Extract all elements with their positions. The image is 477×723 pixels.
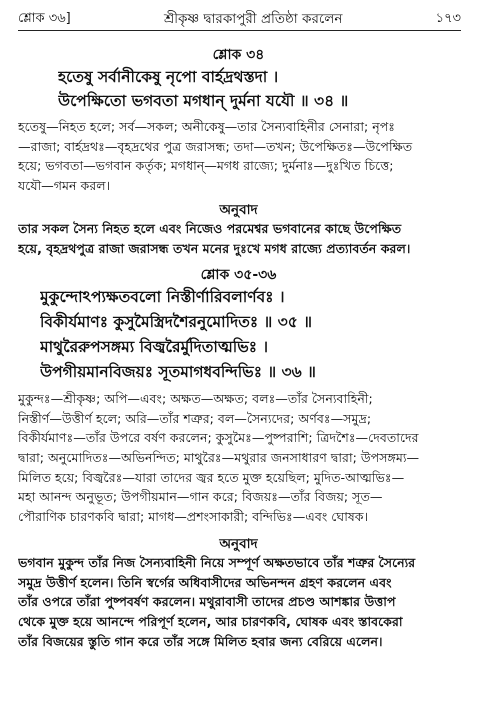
page-number: ১৭৩	[435, 10, 461, 26]
verse-34-sanskrit-line-2: উপেক্ষিতো ভগবতা মগধান্ দুর্মনা যযৌ ॥ ৩৪ ॥	[58, 92, 349, 110]
verse-35-36-translation-heading: অনুবাদ	[219, 536, 258, 552]
synonyms-line: দ্বারা; অনুমোদিতঃ—অভিনন্দিত; মাথুরৈঃ—মথুরার জনসাধারণ দ্বারা; উপসঙ্গম্য—	[18, 450, 420, 466]
translation-line: হয়ে, বৃহদ্রথপুত্র রাজা জরাসন্ধ তখন মনের দুঃখে মগধ রাজ্যে প্রত্যাবর্তন করল।	[18, 240, 411, 256]
verse-34-label: শ্লোক ৩৪	[212, 47, 265, 63]
translation-line: থেকে মুক্ত হয়ে আনন্দে পরিপূর্ণ হলেন, আর চারণকবি, ঘোষক এবং স্তাবকেরা	[18, 614, 403, 630]
verse-35-sanskrit-line-1: মুকুন্দোঽপ্যক্ষতবলো নিস্তীর্ণারিবলার্ণবঃ ।	[40, 288, 285, 306]
translation-line: তাঁর বিজয়ের স্তুতি গান করে তাঁর সঙ্গে মিলিত হবার জন্য বেরিয়ে এলেন।	[18, 633, 383, 649]
translation-line: তার সকল সৈন্য নিহত হলে এবং নিজেও পরমেশ্বর ভগবানের কাছে উপেক্ষিত	[18, 221, 402, 236]
synonyms-line: মিলিত হয়ে; বিজ্বরৈঃ—যারা তাদের জ্বর হতে মুক্ত হয়েছিল; মুদিত-আত্মভিঃ—	[18, 469, 405, 485]
verse-35-36-label: শ্লোক ৩৫-৩৬	[200, 267, 277, 283]
synonyms-line: —রাজা; বার্হদ্রথঃ—বৃহদ্রথের পুত্র জরাসন্ধ; তদা—তখন; উপেক্ষিতঃ—উপেক্ষিত	[18, 138, 413, 154]
verse-34-translation	[18, 219, 465, 258]
header-verse-ref: শ্লোক ৩৬]	[18, 10, 71, 26]
verse-35-sanskrit-line-2: বিকীর্যমাণঃ কুসুমৈস্ত্রিদশৈরনুমোদিতঃ ॥ ৩৫ ॥	[40, 313, 312, 331]
translation-line: সমুদ্র উত্তীর্ণ হলেন। তিনি স্বর্গের অধিবাসীদের অভিনন্দন গ্রহণ করলেন এবং	[18, 574, 392, 590]
synonyms-line: পৌরাণিক চারণকবি দ্বারা; মাগধ—প্রশংসাকারী; বন্দিভিঃ—এবং ঘোষক।	[18, 509, 369, 525]
synonyms-line: মুকুন্দঃ—শ্রীকৃষ্ণ; অপি—এবং; অক্ষত—অক্ষত; বলঃ—তাঁর সৈন্যবাহিনী;	[18, 391, 373, 406]
verse-34-translation-heading: অনুবাদ	[219, 202, 258, 218]
synonyms-line: হতেষু—নিহত হলে; সর্ব—সকল; অনীকেষু—তার সৈন্যবাহিনীর সেনারা; নৃপঃ	[18, 119, 396, 134]
running-header	[18, 8, 461, 31]
synonyms-line: নিস্তীর্ণ—উত্তীর্ণ হলে; অরি—তাঁর শত্রুর; বল—সৈন্যদের; অর্ণবঃ—সমুদ্র;	[18, 410, 372, 426]
verse-35-36-translation	[18, 553, 465, 651]
chapter-title: শ্রীকৃষ্ণ দ্বারকাপুরী প্রতিষ্ঠা করলেন	[163, 10, 343, 27]
translation-line: তাঁর ওপরে তাঁরা পুষ্পবর্ষণ করলেন। মথুরাবাসী তাদের প্রচণ্ড আশঙ্কার উত্তাপ	[18, 594, 396, 610]
verse-35-36-synonyms	[18, 389, 465, 527]
verse-36-sanskrit-line-2: উপগীয়মানবিজয়ঃ সূতমাগধবন্দিভিঃ ॥ ৩৬ ॥	[40, 363, 316, 381]
synonyms-line: বিকীর্যমাণঃ—তাঁর উপরে বর্ষণ করলেন; কুসুমৈঃ—পুষ্পরাশি; ত্রিদশৈঃ—দেবতাদের	[18, 430, 419, 446]
synonyms-line: যযৌ—গমন করল।	[18, 178, 111, 194]
verse-36-sanskrit-line-1: মাথুরৈরুপসঙ্গম্য বিজ্বরৈর্মুদিতাত্মভিঃ ।	[40, 338, 268, 356]
verse-34-synonyms	[18, 117, 465, 196]
synonyms-line: মহা আনন্দ অনুভূত; উপগীয়মান—গান করে; বিজয়ঃ—তাঁর বিজয়; সূত—	[18, 489, 383, 505]
verse-34-sanskrit-line-1: হতেষু সর্বানীকেষু নৃপো বার্হদ্রথস্তদা ।	[58, 68, 279, 86]
translation-line: ভগবান মুকুন্দ তাঁর নিজ সৈন্যবাহিনী নিয়ে সম্পূর্ণ অক্ষতভাবে তাঁর শত্রুর সৈন্যের	[18, 555, 416, 570]
synonyms-line: হয়ে; ভগবতা—ভগবান কর্তৃক; মগধান্—মগধ রাজ্যে; দুর্মনাঃ—দুঃখিত চিত্তে;	[18, 158, 394, 174]
